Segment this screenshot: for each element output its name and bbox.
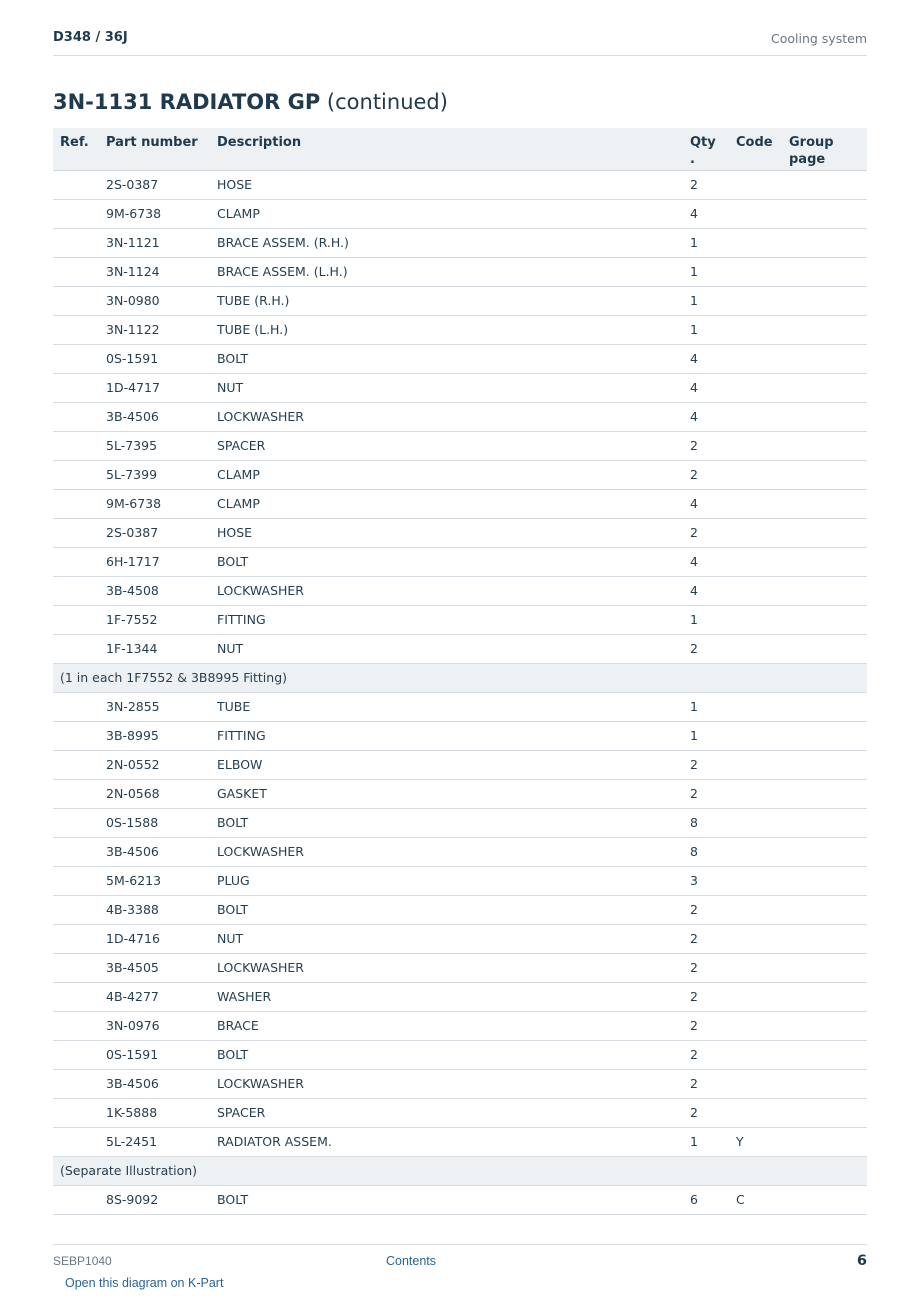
code-cell bbox=[729, 344, 782, 373]
page-number: 6 bbox=[856, 1253, 867, 1269]
table-row bbox=[53, 518, 867, 547]
code-cell bbox=[729, 286, 782, 315]
code-cell bbox=[729, 605, 782, 634]
code-cell bbox=[729, 228, 782, 257]
code-cell bbox=[729, 1069, 782, 1098]
group-page-cell bbox=[782, 576, 867, 605]
qty-cell: 2 bbox=[683, 924, 729, 953]
table-row bbox=[53, 605, 867, 634]
group-page-cell bbox=[782, 837, 867, 866]
description-cell: GASKET bbox=[210, 779, 683, 808]
col-header-ref: Ref. bbox=[53, 128, 99, 170]
part-number-cell: 3N-1124 bbox=[99, 257, 210, 286]
ref-cell bbox=[53, 924, 99, 953]
table-row bbox=[53, 1185, 867, 1214]
qty-cell: 2 bbox=[683, 982, 729, 1011]
description-cell: FITTING bbox=[210, 605, 683, 634]
table-row bbox=[53, 837, 867, 866]
table-row bbox=[53, 170, 867, 199]
ref-cell bbox=[53, 489, 99, 518]
ref-cell bbox=[53, 518, 99, 547]
code-cell bbox=[729, 634, 782, 663]
description-cell: LOCKWASHER bbox=[210, 953, 683, 982]
part-number-cell: 2S-0387 bbox=[99, 518, 210, 547]
description-cell: LOCKWASHER bbox=[210, 1069, 683, 1098]
group-page-cell bbox=[782, 779, 867, 808]
description-cell: SPACER bbox=[210, 431, 683, 460]
document-code: SEBP1040 bbox=[53, 1254, 112, 1268]
qty-cell: 2 bbox=[683, 460, 729, 489]
group-page-cell bbox=[782, 605, 867, 634]
table-row bbox=[53, 286, 867, 315]
qty-cell: 2 bbox=[683, 518, 729, 547]
code-cell bbox=[729, 518, 782, 547]
qty-cell: 3 bbox=[683, 866, 729, 895]
code-cell bbox=[729, 692, 782, 721]
part-number-cell: 3B-4506 bbox=[99, 1069, 210, 1098]
group-page-cell bbox=[782, 170, 867, 199]
part-number-cell: 5L-2451 bbox=[99, 1127, 210, 1156]
table-row bbox=[53, 982, 867, 1011]
group-page-cell bbox=[782, 953, 867, 982]
qty-cell: 2 bbox=[683, 779, 729, 808]
part-number-cell: 1D-4717 bbox=[99, 373, 210, 402]
group-page-cell bbox=[782, 489, 867, 518]
ref-cell bbox=[53, 373, 99, 402]
group-page-cell bbox=[782, 286, 867, 315]
code-cell bbox=[729, 866, 782, 895]
ref-cell bbox=[53, 257, 99, 286]
qty-cell: 2 bbox=[683, 953, 729, 982]
code-cell bbox=[729, 779, 782, 808]
title-suffix: (continued) bbox=[320, 90, 448, 114]
ref-cell bbox=[53, 953, 99, 982]
table-row bbox=[53, 808, 867, 837]
col-header-code: Code bbox=[729, 128, 782, 170]
table-row bbox=[53, 1098, 867, 1127]
ref-cell bbox=[53, 315, 99, 344]
description-cell: BOLT bbox=[210, 1185, 683, 1214]
qty-cell: 2 bbox=[683, 895, 729, 924]
part-number-cell: 0S-1591 bbox=[99, 1040, 210, 1069]
group-page-cell bbox=[782, 692, 867, 721]
description-cell: RADIATOR ASSEM. bbox=[210, 1127, 683, 1156]
qty-cell: 4 bbox=[683, 199, 729, 228]
table-row bbox=[53, 460, 867, 489]
table-row bbox=[53, 547, 867, 576]
table-row bbox=[53, 199, 867, 228]
description-cell: LOCKWASHER bbox=[210, 402, 683, 431]
code-cell bbox=[729, 547, 782, 576]
group-page-cell bbox=[782, 460, 867, 489]
ref-cell bbox=[53, 1011, 99, 1040]
table-row bbox=[53, 344, 867, 373]
page-footer bbox=[53, 1244, 867, 1275]
group-page-cell bbox=[782, 547, 867, 576]
ref-cell bbox=[53, 808, 99, 837]
table-note-row bbox=[53, 1156, 867, 1185]
table-row bbox=[53, 779, 867, 808]
code-cell: C bbox=[729, 1185, 782, 1214]
ref-cell bbox=[53, 634, 99, 663]
ref-cell bbox=[53, 547, 99, 576]
code-cell bbox=[729, 431, 782, 460]
qty-cell: 2 bbox=[683, 1098, 729, 1127]
description-cell: BOLT bbox=[210, 808, 683, 837]
description-cell: TUBE bbox=[210, 692, 683, 721]
code-cell bbox=[729, 895, 782, 924]
group-page-cell bbox=[782, 634, 867, 663]
description-cell: FITTING bbox=[210, 721, 683, 750]
part-number-cell: 1F-7552 bbox=[99, 605, 210, 634]
group-page-cell bbox=[782, 982, 867, 1011]
table-row bbox=[53, 489, 867, 518]
group-page-cell bbox=[782, 431, 867, 460]
qty-cell: 2 bbox=[683, 1040, 729, 1069]
qty-cell: 2 bbox=[683, 750, 729, 779]
part-number-cell: 3N-2855 bbox=[99, 692, 210, 721]
group-page-cell bbox=[782, 1098, 867, 1127]
ref-cell bbox=[53, 895, 99, 924]
col-header-part-number: Part number bbox=[99, 128, 210, 170]
qty-cell: 1 bbox=[683, 692, 729, 721]
ref-cell bbox=[53, 750, 99, 779]
group-page-cell bbox=[782, 1011, 867, 1040]
part-number-cell: 3N-0976 bbox=[99, 1011, 210, 1040]
description-cell: BOLT bbox=[210, 895, 683, 924]
table-row bbox=[53, 634, 867, 663]
code-cell bbox=[729, 808, 782, 837]
part-number-cell: 4B-4277 bbox=[99, 982, 210, 1011]
table-row bbox=[53, 431, 867, 460]
group-page-cell bbox=[782, 1185, 867, 1214]
table-row bbox=[53, 1040, 867, 1069]
table-row bbox=[53, 315, 867, 344]
description-cell: BRACE bbox=[210, 1011, 683, 1040]
qty-cell: 4 bbox=[683, 402, 729, 431]
qty-cell: 2 bbox=[683, 170, 729, 199]
qty-cell: 4 bbox=[683, 489, 729, 518]
table-row bbox=[53, 895, 867, 924]
description-cell: ELBOW bbox=[210, 750, 683, 779]
part-number-cell: 3B-8995 bbox=[99, 721, 210, 750]
table-note-row bbox=[53, 663, 867, 692]
group-page-cell bbox=[782, 1040, 867, 1069]
qty-cell: 1 bbox=[683, 228, 729, 257]
qty-cell: 4 bbox=[683, 547, 729, 576]
part-number-cell: 6H-1717 bbox=[99, 547, 210, 576]
description-cell: HOSE bbox=[210, 170, 683, 199]
qty-cell: 8 bbox=[683, 837, 729, 866]
group-page-cell bbox=[782, 373, 867, 402]
part-number-cell: 8S-9092 bbox=[99, 1185, 210, 1214]
code-cell bbox=[729, 576, 782, 605]
ref-cell bbox=[53, 344, 99, 373]
code-cell bbox=[729, 750, 782, 779]
code-cell bbox=[729, 402, 782, 431]
code-cell: Y bbox=[729, 1127, 782, 1156]
code-cell bbox=[729, 489, 782, 518]
part-number-cell: 5M-6213 bbox=[99, 866, 210, 895]
col-header-description: Description bbox=[210, 128, 683, 170]
col-header-qty: Qty . bbox=[683, 128, 729, 170]
code-cell bbox=[729, 1011, 782, 1040]
part-number-cell: 3B-4506 bbox=[99, 837, 210, 866]
qty-cell: 1 bbox=[683, 315, 729, 344]
ref-cell bbox=[53, 228, 99, 257]
group-page-cell bbox=[782, 1069, 867, 1098]
code-cell bbox=[729, 460, 782, 489]
code-cell bbox=[729, 373, 782, 402]
code-cell bbox=[729, 721, 782, 750]
ref-cell bbox=[53, 576, 99, 605]
group-page-cell bbox=[782, 895, 867, 924]
part-number-cell: 5L-7399 bbox=[99, 460, 210, 489]
qty-cell: 1 bbox=[683, 1127, 729, 1156]
part-number-cell: 1F-1344 bbox=[99, 634, 210, 663]
part-number-cell: 3B-4506 bbox=[99, 402, 210, 431]
ref-cell bbox=[53, 431, 99, 460]
table-row bbox=[53, 750, 867, 779]
group-page-cell bbox=[782, 721, 867, 750]
qty-cell: 6 bbox=[683, 1185, 729, 1214]
ref-cell bbox=[53, 199, 99, 228]
parts-table-header bbox=[53, 128, 867, 170]
contents-link[interactable]: Contents bbox=[386, 1254, 437, 1268]
table-row bbox=[53, 257, 867, 286]
description-cell: BOLT bbox=[210, 344, 683, 373]
part-number-cell: 1D-4716 bbox=[99, 924, 210, 953]
description-cell: HOSE bbox=[210, 518, 683, 547]
part-number-cell: 9M-6738 bbox=[99, 489, 210, 518]
group-page-cell bbox=[782, 808, 867, 837]
part-number-cell: 2N-0552 bbox=[99, 750, 210, 779]
description-cell: LOCKWASHER bbox=[210, 576, 683, 605]
ref-cell bbox=[53, 170, 99, 199]
table-row bbox=[53, 1011, 867, 1040]
table-row bbox=[53, 1127, 867, 1156]
ref-cell bbox=[53, 1069, 99, 1098]
group-page-cell bbox=[782, 344, 867, 373]
description-cell: SPACER bbox=[210, 1098, 683, 1127]
description-cell: CLAMP bbox=[210, 199, 683, 228]
part-number-cell: 3B-4505 bbox=[99, 953, 210, 982]
description-cell: CLAMP bbox=[210, 489, 683, 518]
parts-table-body bbox=[53, 170, 867, 1214]
group-page-cell bbox=[782, 866, 867, 895]
group-page-cell bbox=[782, 228, 867, 257]
code-cell bbox=[729, 315, 782, 344]
qty-cell: 4 bbox=[683, 373, 729, 402]
part-number-cell: 3N-1121 bbox=[99, 228, 210, 257]
part-number-cell: 4B-3388 bbox=[99, 895, 210, 924]
description-cell: NUT bbox=[210, 924, 683, 953]
group-page-cell bbox=[782, 257, 867, 286]
code-cell bbox=[729, 837, 782, 866]
table-row bbox=[53, 692, 867, 721]
code-cell bbox=[729, 1040, 782, 1069]
qty-cell: 2 bbox=[683, 1011, 729, 1040]
kpart-diagram-link[interactable]: Open this diagram on K-Part bbox=[65, 1276, 224, 1290]
table-row bbox=[53, 866, 867, 895]
ref-cell bbox=[53, 866, 99, 895]
part-number-cell: 5L-7395 bbox=[99, 431, 210, 460]
part-number-cell: 2S-0387 bbox=[99, 170, 210, 199]
qty-cell: 1 bbox=[683, 721, 729, 750]
table-row bbox=[53, 1069, 867, 1098]
description-cell: NUT bbox=[210, 634, 683, 663]
group-page-cell bbox=[782, 1127, 867, 1156]
table-row bbox=[53, 721, 867, 750]
code-cell bbox=[729, 257, 782, 286]
ref-cell bbox=[53, 460, 99, 489]
part-number-cell: 9M-6738 bbox=[99, 199, 210, 228]
ref-cell bbox=[53, 402, 99, 431]
group-page-cell bbox=[782, 315, 867, 344]
code-cell bbox=[729, 1098, 782, 1127]
group-page-cell bbox=[782, 199, 867, 228]
group-page-cell bbox=[782, 518, 867, 547]
model-label: D348 / 36J bbox=[53, 30, 128, 45]
table-row bbox=[53, 228, 867, 257]
description-cell: WASHER bbox=[210, 982, 683, 1011]
description-cell: BRACE ASSEM. (L.H.) bbox=[210, 257, 683, 286]
description-cell: PLUG bbox=[210, 866, 683, 895]
page-header bbox=[53, 28, 867, 56]
ref-cell bbox=[53, 605, 99, 634]
description-cell: CLAMP bbox=[210, 460, 683, 489]
description-cell: LOCKWASHER bbox=[210, 837, 683, 866]
table-row bbox=[53, 373, 867, 402]
qty-cell: 8 bbox=[683, 808, 729, 837]
code-cell bbox=[729, 199, 782, 228]
description-cell: BRACE ASSEM. (R.H.) bbox=[210, 228, 683, 257]
qty-cell: 4 bbox=[683, 344, 729, 373]
description-cell: NUT bbox=[210, 373, 683, 402]
section-label: Cooling system bbox=[771, 31, 867, 46]
ref-cell bbox=[53, 1098, 99, 1127]
parts-table bbox=[53, 128, 867, 1215]
qty-cell: 2 bbox=[683, 1069, 729, 1098]
code-cell bbox=[729, 924, 782, 953]
ref-cell bbox=[53, 721, 99, 750]
qty-cell: 1 bbox=[683, 257, 729, 286]
ref-cell bbox=[53, 1040, 99, 1069]
ref-cell bbox=[53, 692, 99, 721]
part-number-cell: 0S-1591 bbox=[99, 344, 210, 373]
description-cell: BOLT bbox=[210, 1040, 683, 1069]
group-page-cell bbox=[782, 402, 867, 431]
table-note: (Separate Illustration) bbox=[53, 1156, 867, 1185]
table-row bbox=[53, 953, 867, 982]
description-cell: TUBE (R.H.) bbox=[210, 286, 683, 315]
description-cell: BOLT bbox=[210, 547, 683, 576]
part-number-cell: 1K-5888 bbox=[99, 1098, 210, 1127]
ref-cell bbox=[53, 1185, 99, 1214]
table-row bbox=[53, 576, 867, 605]
qty-cell: 2 bbox=[683, 634, 729, 663]
qty-cell: 1 bbox=[683, 605, 729, 634]
qty-cell: 4 bbox=[683, 576, 729, 605]
table-row bbox=[53, 924, 867, 953]
ref-cell bbox=[53, 286, 99, 315]
code-cell bbox=[729, 170, 782, 199]
qty-cell: 1 bbox=[683, 286, 729, 315]
ref-cell bbox=[53, 837, 99, 866]
table-row bbox=[53, 402, 867, 431]
group-page-cell bbox=[782, 750, 867, 779]
ref-cell bbox=[53, 779, 99, 808]
page-title bbox=[53, 90, 448, 114]
title-main: 3N-1131 RADIATOR GP bbox=[53, 90, 321, 114]
description-cell: TUBE (L.H.) bbox=[210, 315, 683, 344]
qty-cell: 2 bbox=[683, 431, 729, 460]
group-page-cell bbox=[782, 924, 867, 953]
part-number-cell: 0S-1588 bbox=[99, 808, 210, 837]
code-cell bbox=[729, 953, 782, 982]
part-number-cell: 2N-0568 bbox=[99, 779, 210, 808]
ref-cell bbox=[53, 1127, 99, 1156]
code-cell bbox=[729, 982, 782, 1011]
part-number-cell: 3B-4508 bbox=[99, 576, 210, 605]
ref-cell bbox=[53, 982, 99, 1011]
table-note: (1 in each 1F7552 & 3B8995 Fitting) bbox=[53, 663, 867, 692]
col-header-group-page: Group page bbox=[782, 128, 867, 170]
part-number-cell: 3N-1122 bbox=[99, 315, 210, 344]
part-number-cell: 3N-0980 bbox=[99, 286, 210, 315]
